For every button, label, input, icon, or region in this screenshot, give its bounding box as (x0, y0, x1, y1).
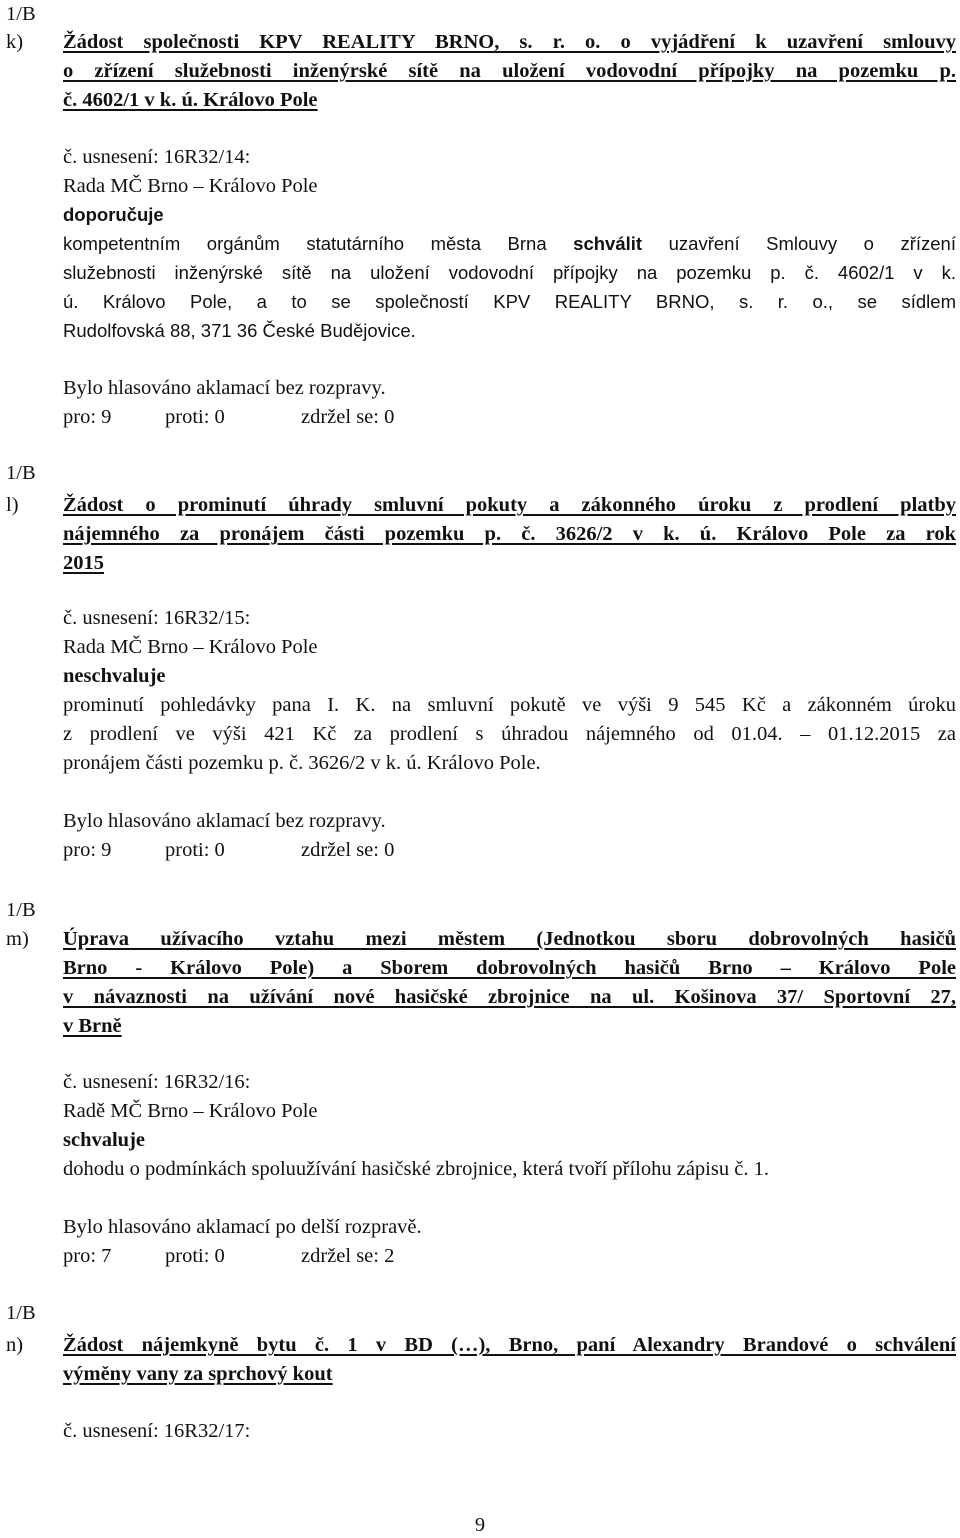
item-k-vote-note: Bylo hlasováno aklamací bez rozpravy. (63, 377, 386, 399)
item-m-body: Radě MČ Brno – Královo Pole (63, 1100, 318, 1122)
item-l-text-line-3: pronájem části pozemku p. č. 3626/2 v k. ú. Královo Pole. (63, 752, 541, 774)
item-k-resolution-number: č. usnesení: 16R32/14: (63, 146, 251, 168)
item-n-resolution-number: č. usnesení: 16R32/17: (63, 1420, 251, 1442)
item-l-heading-line-1: Žádost o prominutí úhrady smluvní pokuty a zákonného úroku z prodlení platby (63, 494, 956, 516)
vote-zdrzel: zdržel se: 2 (301, 1245, 395, 1267)
item-m-letter: m) (6, 928, 29, 950)
vote-pro: pro: 9 (63, 406, 112, 428)
item-l-resolution-number: č. usnesení: 16R32/15: (63, 607, 251, 629)
item-m-text-line-1: dohodu o podmínkách spoluužívání hasičské zbrojnice, která tvoří přílohu zápisu č. 1. (63, 1158, 769, 1180)
item-m-heading-line-3: v návaznosti na užívání nové hasičské zbrojnice na ul. Košinova 37/ Sportovní 27, (63, 986, 956, 1008)
item-m-votes (63, 1243, 956, 1269)
item-k-text-line-4: Rudolfovská 88, 371 36 České Budějovice. (63, 320, 416, 341)
item-m-verb: schvaluje (63, 1129, 145, 1151)
item-k-body: Rada MČ Brno – Královo Pole (63, 175, 318, 197)
item-k-heading-line-1: Žádost společnosti KPV REALITY BRNO, s. r. o. o vyjádření k uzavření smlouvy (63, 31, 956, 53)
vote-pro: pro: 7 (63, 1245, 112, 1267)
item-k-text-line-1: kompetentním orgánům statutárního města Brna schválit uzavření Smlouvy o zřízení (63, 233, 956, 254)
item-n-letter: n) (6, 1334, 24, 1356)
item-n-heading-line-2: výměny vany za sprchový kout (63, 1363, 333, 1385)
item-l-heading-line-3: 2015 (63, 552, 104, 574)
item-k-text-line-3: ú. Královo Pole, a to se společností KPV REALITY BRNO, s. r. o., se sídlem (63, 291, 956, 312)
item-n-heading-line-1: Žádost nájemkyně bytu č. 1 v BD (…), Brno, paní Alexandry Brandové o schválení (63, 1334, 956, 1356)
item-l-vote-note: Bylo hlasováno aklamací bez rozpravy. (63, 810, 386, 832)
item-l-verb: neschvaluje (63, 665, 166, 687)
item-l-letter: l) (6, 494, 19, 516)
item-m-vote-note: Bylo hlasováno aklamací po delší rozpravě. (63, 1216, 422, 1238)
vote-zdrzel: zdržel se: 0 (301, 406, 395, 428)
item-k-votes (63, 404, 956, 430)
item-m-heading-line-1: Úprava užívacího vztahu mezi městem (Jednotkou sboru dobrovolných hasičů (63, 928, 956, 950)
item-k-code: 1/B (6, 3, 36, 25)
item-k-heading-line-2: o zřízení služebnosti inženýrské sítě na uložení vodovodní přípojky na pozemku p. (63, 60, 956, 82)
item-l-code: 1/B (6, 462, 36, 484)
item-l-text-line-2: z prodlení ve výši 421 Kč za prodlení s úhradou nájemného od 01.04. – 01.12.2015 za (63, 723, 956, 745)
page-number: 9 (474, 1514, 486, 1536)
item-k-letter: k) (6, 31, 24, 53)
vote-proti: proti: 0 (165, 406, 225, 428)
item-l-votes (63, 837, 956, 863)
item-l-body: Rada MČ Brno – Královo Pole (63, 636, 318, 658)
item-k-text-line-2: služebnosti inženýrské sítě na uložení vodovodní přípojky na pozemku p. č. 4602/1 v k. (63, 262, 956, 283)
item-l-text-line-1: prominutí pohledávky pana I. K. na smluvní pokutě ve výši 9 545 Kč a zákonném úroku (63, 694, 956, 716)
vote-pro: pro: 9 (63, 839, 112, 861)
vote-proti: proti: 0 (165, 839, 225, 861)
item-m-resolution-number: č. usnesení: 16R32/16: (63, 1071, 251, 1093)
item-m-heading-line-2: Brno - Královo Pole) a Sborem dobrovolných hasičů Brno – Královo Pole (63, 957, 956, 979)
vote-zdrzel: zdržel se: 0 (301, 839, 395, 861)
item-m-heading-line-4: v Brně (63, 1015, 122, 1037)
item-m-code: 1/B (6, 899, 36, 921)
item-l-heading-line-2: nájemného za pronájem části pozemku p. č. 3626/2 v k. ú. Královo Pole za rok (63, 523, 956, 545)
item-k-verb: doporučuje (63, 204, 164, 225)
item-n-code: 1/B (6, 1302, 36, 1324)
item-k-heading-line-3: č. 4602/1 v k. ú. Královo Pole (63, 89, 318, 111)
vote-proti: proti: 0 (165, 1245, 225, 1267)
